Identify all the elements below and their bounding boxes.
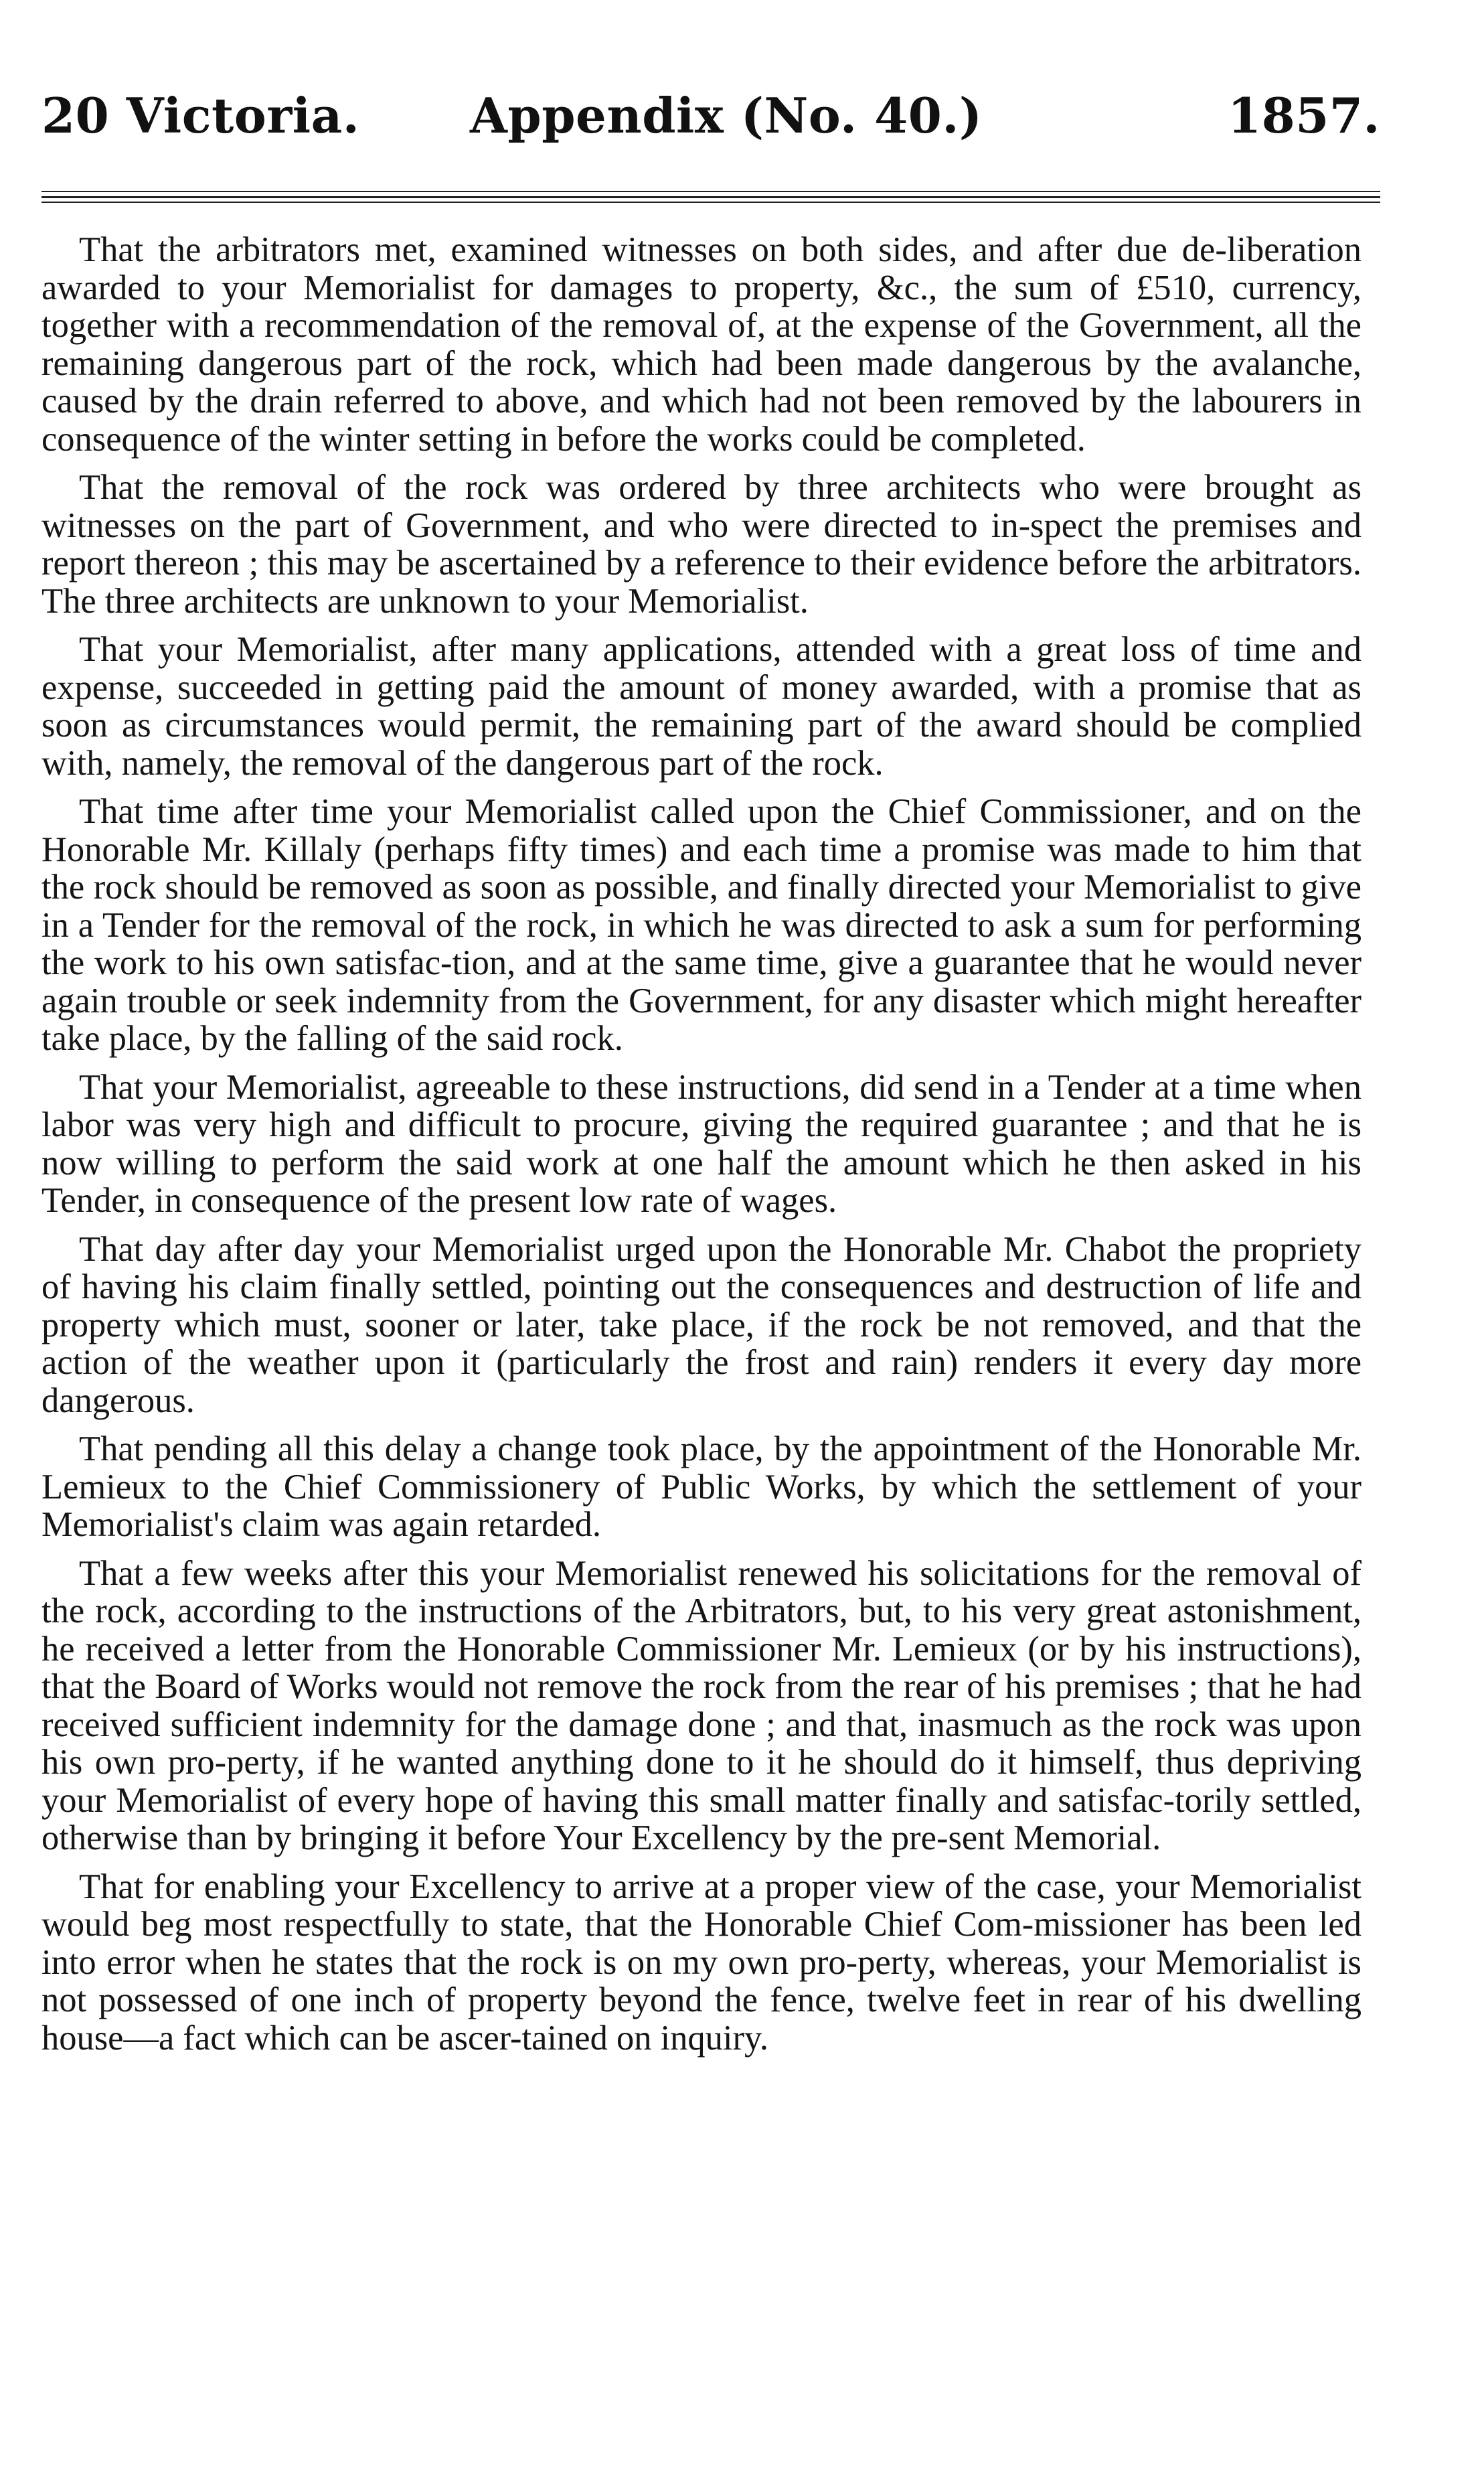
header-rule-top xyxy=(42,191,1380,192)
paragraph-architects: That the removal of the rock was ordered by three architects who were brought as witnesses on the part of Government, and who were directed to in-spect the premises and report thereon ; this may be ascertained by a reference to their evidence before the arbitrators. The three architects are unknown to your Memorialist. xyxy=(42,468,1362,621)
paragraph-lemieux-appointment: That pending all this delay a change took place, by the appointment of the Honorable Mr. Lemieux to the Chief Commissionery of Public Works, by which the settlement of your Memorialist's claim was again retarded. xyxy=(42,1430,1362,1544)
page-header xyxy=(42,79,1380,153)
header-appendix: Appendix (No. 40.) xyxy=(470,87,983,144)
memorial-body xyxy=(42,231,1362,2068)
header-year: 1857. xyxy=(1228,87,1380,144)
paragraph-tender-sent: That your Memorialist, agreeable to these instructions, did send in a Tender at a time when labor was very high and difficult to procure, giving the required guarantee ; and that he is now willing to perform the said work at one half the amount which he then asked in his Tender, in consequence of the present low rate of wages. xyxy=(42,1067,1362,1220)
header-session: 20 Victoria. xyxy=(42,87,360,144)
header-rule-bottom xyxy=(42,202,1380,203)
paragraph-arbitrators-award: That the arbitrators met, examined witnesses on both sides, and after due de-liberation awarded to your Memorialist for damages to property, &c., the sum of £510, currency, together with a recommendation of the removal of, at the expense of the Government, all the remaining dangerous part of the rock, which had been made dangerous by the avalanche, caused by the drain referred to above, and which had not been removed by the labourers in consequence of the winter setting in before the works could be completed. xyxy=(42,230,1362,459)
paragraph-property-clarification: That for enabling your Excellency to arrive at a proper view of the case, your Memorialist would beg most respectfully to state, that the Honorable Chief Com-missioner has been led into error when he states that the rock is on my own pro-perty, whereas, your Memorialist is not possessed of one inch of property beyond the fence, twelve feet in rear of his dwelling house—a fact which can be ascer-tained on inquiry. xyxy=(42,1867,1362,2058)
paragraph-chabot: That day after day your Memorialist urged upon the Honorable Mr. Chabot the propriety of having his claim finally settled, pointing out the consequences and destruction of life and property which must, sooner or later, take place, if the rock be not removed, and that the action of the weather upon it (particularly the frost and rain) renders it every day more dangerous. xyxy=(42,1229,1362,1420)
paragraph-payment-promise: That your Memorialist, after many applications, attended with a great loss of time and expense, succeeded in getting paid the amount of money awarded, with a promise that as soon as circumstances would permit, the remaining part of the award should be complied with, namely, the removal of the dangerous part of the rock. xyxy=(42,630,1362,783)
paragraph-board-refusal: That a few weeks after this your Memorialist renewed his solicitations for the removal of the rock, according to the instructions of the Arbitrators, but, to his very great astonishment, he received a letter from the Honorable Commissioner Mr. Lemieux (or by his instructions), that the Board of Works would not remove the rock from the rear of his premises ; that he had received sufficient indemnity for the damage done ; and that, inasmuch as the rock was upon his own pro-perty, if he wanted anything done to it he should do it himself, thus depriving your Memorialist of every hope of having this small matter finally and satisfac-torily settled, otherwise than by bringing it before Your Excellency by the pre-sent Memorial. xyxy=(42,1553,1362,1857)
header-rule-middle xyxy=(42,196,1380,198)
paragraph-tender-request: That time after time your Memorialist called upon the Chief Commissioner, and on the Honorable Mr. Killaly (perhaps fifty times) and each time a promise was made to him that the rock should be removed as soon as possible, and finally directed your Memorialist to give in a Tender for the removal of the rock, in which he was directed to ask a sum for performing the work to his own satisfac-tion, and at the same time, give a guarantee that he would never again trouble or seek indemnity from the Government, for any disaster which might hereafter take place, by the falling of the said rock. xyxy=(42,792,1362,1058)
